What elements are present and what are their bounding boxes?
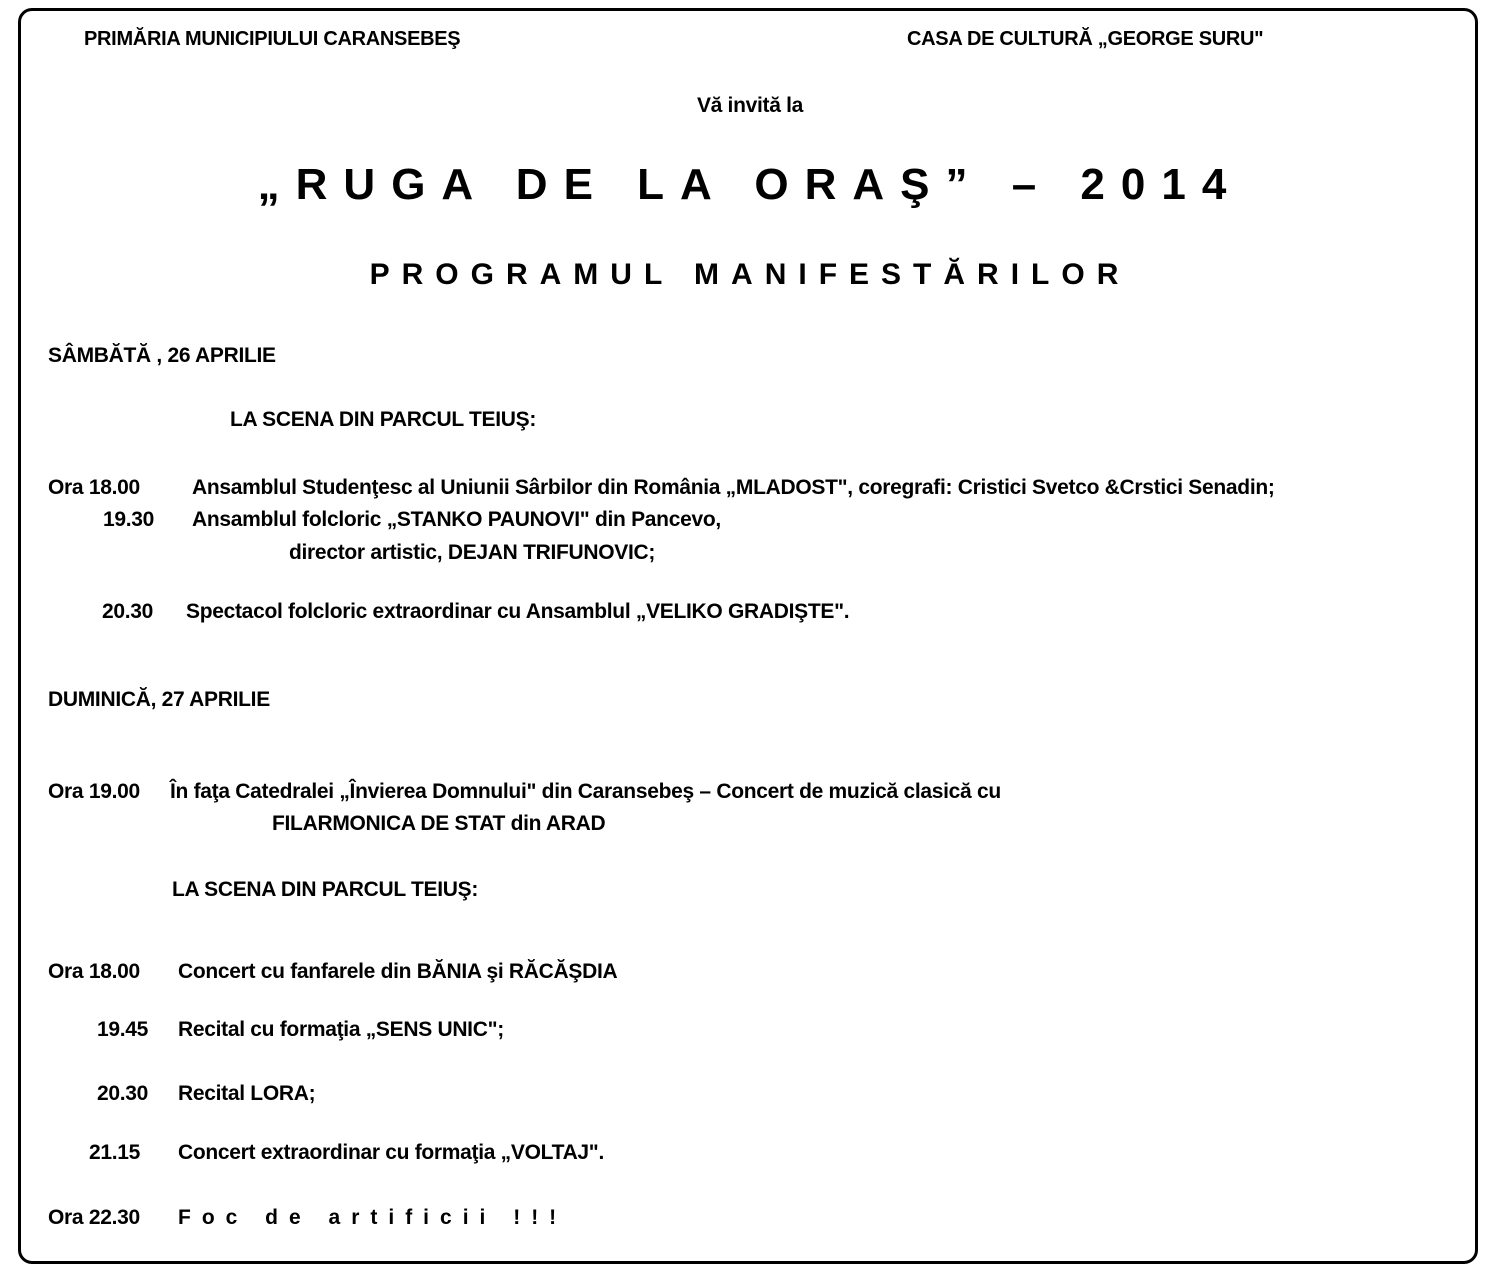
sun-cathedral-cont: FILARMONICA DE STAT din ARAD — [272, 812, 606, 835]
sat-event-2-time: 19.30 — [103, 508, 155, 531]
organizer-right: CASA DE CULTURĂ „GEORGE SURU" — [907, 28, 1264, 50]
sat-event-2-cont: director artistic, DEJAN TRIFUNOVIC; — [289, 541, 656, 564]
final-event-text: Foc de artificii !!! — [178, 1206, 568, 1229]
sat-event-1-time: Ora 18.00 — [48, 476, 140, 499]
sun-event-2-time: 19.45 — [97, 1018, 149, 1041]
sun-event-1-time: Ora 18.00 — [48, 960, 140, 983]
sun-event-3-time: 20.30 — [97, 1082, 149, 1105]
sun-event-4-text: Concert extraordinar cu formaţia „VOLTAJ". — [178, 1141, 605, 1164]
saturday-day: SÂMBĂTĂ , 26 APRILIE — [48, 344, 276, 367]
sun-event-4-time: 21.15 — [89, 1141, 141, 1164]
sat-event-1-text: Ansamblul Studenţesc al Uniunii Sârbilor din România „MLADOST", coregrafi: Cristici Svetco &Crstici Senadin; — [192, 476, 1275, 499]
saturday-venue: LA SCENA DIN PARCUL TEIUŞ: — [230, 408, 537, 431]
final-event-time: Ora 22.30 — [48, 1206, 140, 1229]
poster-title: „RUGA DE LA ORAŞ” – 2014 — [257, 160, 1243, 209]
sunday-day: DUMINICĂ, 27 APRILIE — [48, 688, 270, 711]
sat-event-3-time: 20.30 — [102, 600, 154, 623]
sat-event-3-text: Spectacol folcloric extraordinar cu Ansamblul „VELIKO GRADIŞTE". — [186, 600, 850, 623]
sat-event-2-text: Ansamblul folcloric „STANKO PAUNOVI" din Pancevo, — [192, 508, 721, 531]
sun-event-3-text: Recital LORA; — [178, 1082, 316, 1105]
poster-subtitle: PROGRAMUL MANIFESTĂRILOR — [369, 258, 1131, 291]
sun-event-1-text: Concert cu fanfarele din BĂNIA şi RĂCĂŞDIA — [178, 960, 618, 983]
sun-cathedral-time: Ora 19.00 — [48, 780, 140, 803]
organizer-left: PRIMĂRIA MUNICIPIULUI CARANSEBEŞ — [84, 28, 461, 50]
invite-line: Vă invită la — [696, 94, 804, 117]
sun-event-2-text: Recital cu formaţia „SENS UNIC"; — [178, 1018, 504, 1041]
sun-cathedral-text: În faţa Catedralei „Învierea Domnului" din Caransebeş – Concert de muzică clasică cu — [170, 780, 1001, 803]
sunday-venue: LA SCENA DIN PARCUL TEIUŞ: — [172, 878, 479, 901]
